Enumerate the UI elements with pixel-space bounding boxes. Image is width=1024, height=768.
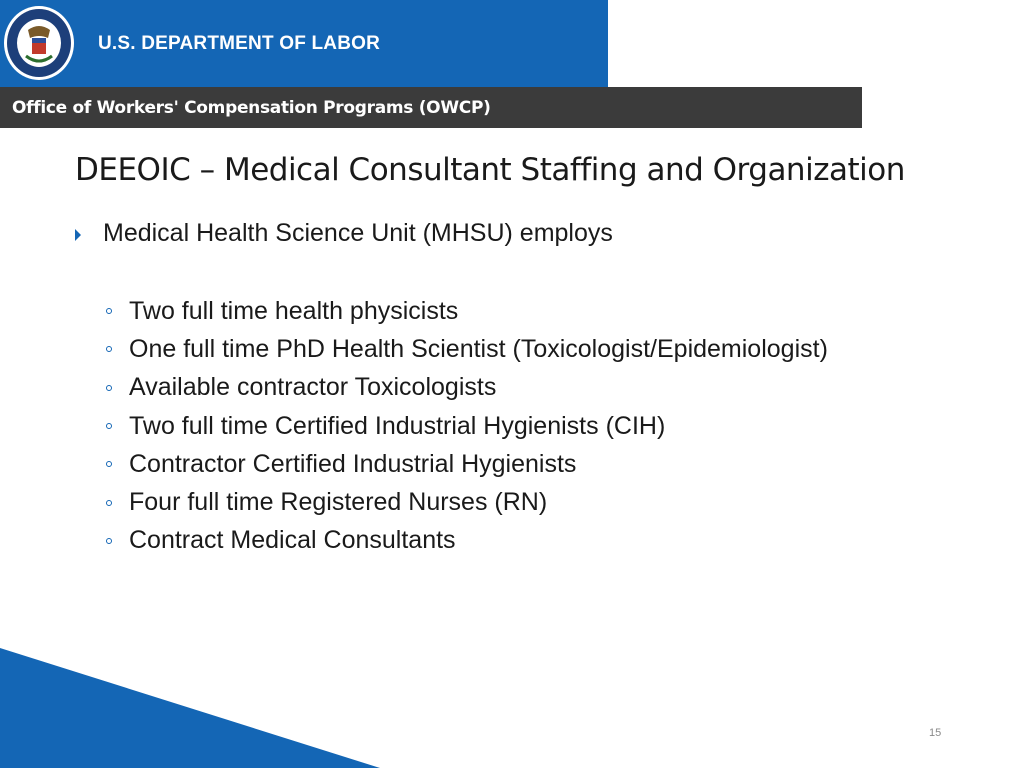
sub-bullet-list	[103, 292, 828, 560]
decorative-corner-shape	[0, 648, 380, 768]
list-item	[103, 522, 828, 560]
page-number: 15	[929, 727, 942, 739]
list-item	[103, 330, 828, 368]
office-bar	[0, 87, 862, 128]
circle-bullet-icon	[106, 423, 112, 429]
list-item-text: Contractor Certified Industrial Hygienists	[129, 449, 577, 478]
circle-bullet-icon	[106, 500, 112, 506]
list-item	[103, 407, 828, 445]
dol-header-banner	[0, 0, 608, 87]
list-item-text: Four full time Registered Nurses (RN)	[129, 488, 548, 517]
main-bullet-text: Medical Health Science Unit (MHSU) employs	[103, 219, 613, 247]
list-item	[103, 445, 828, 483]
circle-bullet-icon	[106, 385, 112, 391]
main-bullet	[75, 219, 613, 248]
dol-seal-icon	[2, 4, 76, 82]
circle-bullet-icon	[106, 346, 112, 352]
slide-title: DEEOIC – Medical Consultant Staffing and Organization	[75, 152, 905, 188]
circle-bullet-icon	[106, 538, 112, 544]
list-item-text: Contract Medical Consultants	[129, 526, 456, 555]
circle-bullet-icon	[106, 308, 112, 314]
department-name: U.S. DEPARTMENT OF LABOR	[98, 33, 381, 54]
circle-bullet-icon	[106, 461, 112, 467]
office-name: Office of Workers' Compensation Programs (OWCP)	[12, 98, 491, 118]
list-item	[103, 292, 828, 330]
arrow-bullet-icon	[75, 229, 81, 241]
list-item-text: One full time PhD Health Scientist (Toxicologist/Epidemiologist)	[129, 334, 828, 363]
list-item	[103, 483, 828, 521]
list-item-text: Two full time health physicists	[129, 296, 459, 325]
list-item-text: Two full time Certified Industrial Hygienists (CIH)	[129, 411, 666, 440]
list-item	[103, 369, 828, 407]
list-item-text: Available contractor Toxicologists	[129, 373, 497, 402]
